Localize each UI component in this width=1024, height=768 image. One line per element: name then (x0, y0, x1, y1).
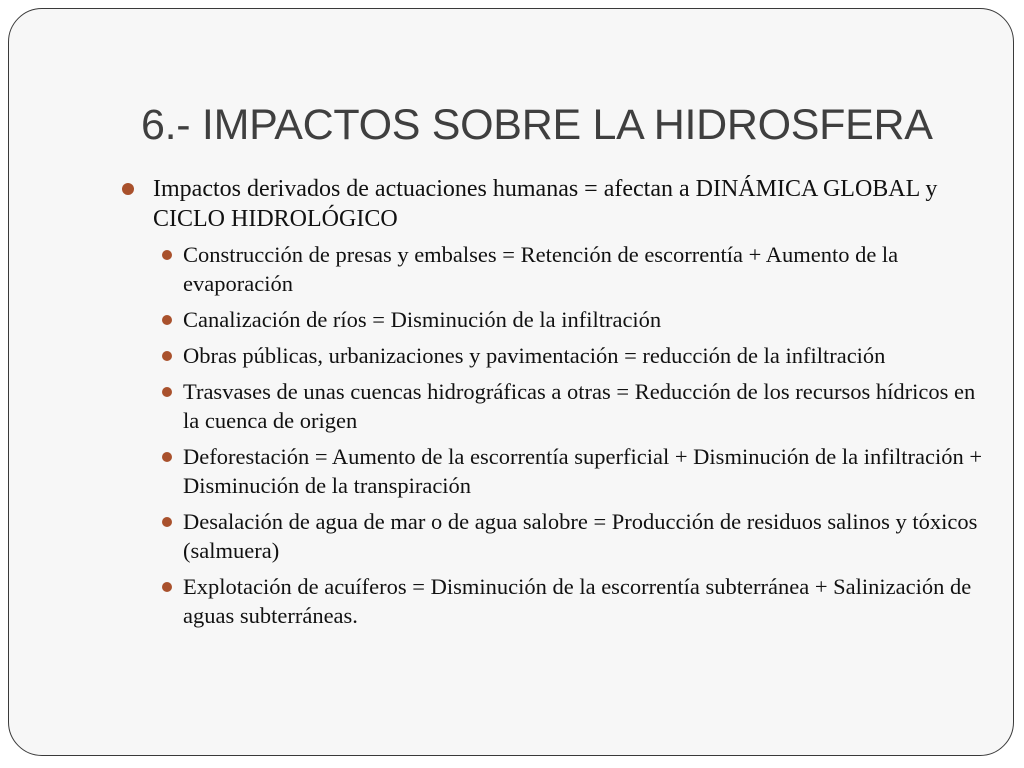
sub-bullet-text: Deforestación = Aumento de la escorrentía superficial + Disminución de la infiltración + Disminución de la transpiración (183, 444, 983, 498)
sub-bullet-item (119, 305, 989, 334)
sub-bullet-item (119, 341, 989, 370)
sub-bullet-item (119, 572, 989, 630)
slide-content (119, 174, 989, 637)
bullet-dot-icon (162, 315, 172, 325)
sub-bullet-text: Construcción de presas y embalses = Retención de escorrentía + Aumento de la evaporación (183, 242, 899, 296)
slide-title: 6.- IMPACTOS SOBRE LA HIDROSFERA (141, 101, 933, 149)
sub-bullet-item (119, 442, 989, 500)
sub-bullet-list (119, 240, 989, 630)
slide-frame (8, 8, 1014, 756)
bullet-dot-icon (122, 183, 134, 195)
sub-bullet-item (119, 377, 989, 435)
sub-bullet-text: Obras públicas, urbanizaciones y pavimentación = reducción de la infiltración (183, 343, 886, 368)
bullet-dot-icon (162, 517, 172, 527)
sub-bullet-text: Canalización de ríos = Disminución de la infiltración (183, 307, 662, 332)
bullet-dot-icon (162, 452, 172, 462)
sub-bullet-text: Desalación de agua de mar o de agua salobre = Producción de residuos salinos y tóxicos (salmuera) (183, 509, 978, 563)
bullet-dot-icon (162, 387, 172, 397)
bullet-dot-icon (162, 250, 172, 260)
sub-bullet-item (119, 507, 989, 565)
sub-bullet-item (119, 240, 989, 298)
bullet-dot-icon (162, 351, 172, 361)
main-bullet-point (119, 174, 989, 234)
sub-bullet-text: Explotación de acuíferos = Disminución de la escorrentía subterránea + Salinización de aguas subterráneas. (183, 574, 972, 628)
main-bullet-text: Impactos derivados de actuaciones humanas = afectan a DINÁMICA GLOBAL y CICLO HIDROLÓGICO (153, 176, 938, 232)
bullet-dot-icon (162, 582, 172, 592)
sub-bullet-text: Trasvases de unas cuencas hidrográficas a otras = Reducción de los recursos hídricos en la cuenca de origen (183, 379, 976, 433)
